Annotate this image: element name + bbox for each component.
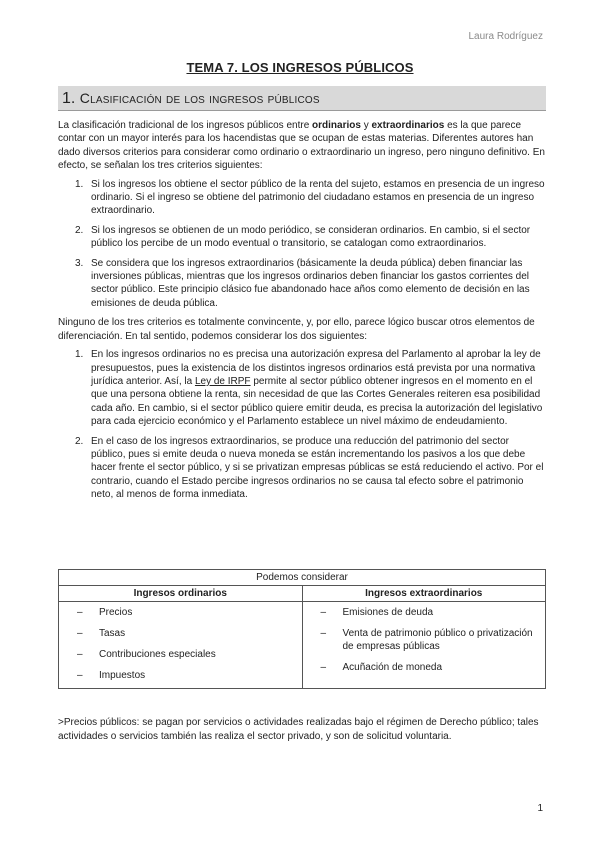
- main-content: [58, 119, 546, 508]
- list-item: 2. En el caso de los ingresos extraordinarios, se produce una reducción del patrimonio del sector público, pues si emite deuda o nueva moneda se están incrementando los pasivos a los que debe hacer frente el sector público, y si se privatizan empresas públicas se está reduciendo el activo. Por el contrario, cuando el Estado percibe ingresos ordinarios no se causa tal efecto sobre el patrimonio neto, al menos de forma inmediata.: [75, 435, 544, 501]
- list-item: – Venta de patrimonio público o privatización de empresas públicas: [320, 628, 533, 652]
- paragraph-2: Ninguno de los tres criterios es totalmente convincente, y, por ello, parece lógico buscar otros elementos de diferenciación. En tal sentido, podemos considerar los dos siguientes:: [58, 317, 535, 342]
- table-header-extraordinarios: Ingresos extraordinarios: [302, 586, 546, 602]
- dash-bullet: –: [77, 670, 83, 681]
- list-item: 1. En los ingresos ordinarios no es precisa una autorización expresa del Parlamento al aprobar la ley de presupuestos, pues la existencia de los distintos ingresos ordinarios está prevista por una normativa jurídica anterior. Así, la Ley de IRPF permite al sector público obtener ingresos en el momento en el que una persona obtiene la renta, sin necesidad de que las Cortes Generales reiteren esa posibilidad cada año. En cambio, si el sector público quiere emitir deuda, es precisa la autorización del legislativo para cada ejercicio económico y el Parlamento establece un nivel máximo de endeudamiento.: [75, 349, 543, 428]
- dash-bullet: –: [77, 649, 83, 660]
- list-item: 1. Si los ingresos los obtiene el sector público de la renta del sujeto, estamos en presencia de un ingreso ordinario. Si el ingreso se obtiene del patrimonio del ciudadano estamos en presencia de un ingreso extraordinario.: [75, 178, 545, 217]
- list-item: – Impuestos: [77, 670, 146, 681]
- list-item: – Contribuciones especiales: [77, 649, 216, 660]
- ley-irpf-link[interactable]: Ley de IRPF: [194, 375, 251, 387]
- differences-list: [58, 348, 546, 501]
- bold-ordinarios: ordinarios: [312, 120, 361, 131]
- criteria-list: [58, 178, 546, 311]
- footnote-precios-publicos: >Precios públicos: se pagan por servicios o actividades realizadas bajo el régimen de Derecho público; tales actividades o servicios también las realiza el sector privado, y son de solicitud voluntaria.: [58, 717, 539, 742]
- income-summary-table: [58, 569, 546, 689]
- list-item: – Precios: [77, 607, 133, 618]
- list-item: – Acuñación de moneda: [320, 662, 443, 673]
- section-number: 1.: [62, 90, 76, 107]
- list-item: 2. Si los ingresos se obtienen de un modo periódico, se consideran ordinarios. En cambio, si el sector público los percibe de un modo eventual o transitorio, se catalogan como extraordinarios.: [75, 224, 531, 250]
- dash-bullet: –: [320, 628, 327, 639]
- page-number: 1: [537, 803, 543, 814]
- list-item: 3. Se considera que los ingresos extraordinarios (básicamente la deuda pública) deben financiar las inversiones públicas, mientras que los ingresos ordinarios deben financiar los gastos corrientes del sector público. Este principio clásico fue abandonado hace años como elemento de decisión en las emisiones de deuda pública.: [75, 257, 530, 309]
- bold-extraordinarios: extraordinarios: [371, 120, 445, 131]
- intro-paragraph: La clasificación tradicional de los ingresos públicos entre ordinarios y extraordinarios es la que parece contar con un mayor interés para los hacendistas que se ocupan de estas materias. Diferentes autores han dado diversos criterios para considerar como ordinario o extraordinario un ingreso, pero ninguno definitivo. En efecto, se señalan los tres criterios siguientes:: [58, 120, 545, 172]
- header-author: Laura Rodríguez: [468, 31, 543, 42]
- dash-bullet: –: [320, 662, 327, 673]
- list-item: – Emisiones de deuda: [320, 607, 434, 618]
- section-heading: [58, 86, 546, 111]
- extraordinary-income-cell: [302, 602, 546, 689]
- table-caption: Podemos considerar: [59, 570, 546, 586]
- dash-bullet: –: [77, 628, 83, 639]
- table-header-ordinarios: Ingresos ordinarios: [59, 586, 303, 602]
- ordinary-income-cell: [59, 602, 303, 689]
- list-item: – Tasas: [77, 628, 126, 639]
- dash-bullet: –: [320, 607, 327, 618]
- document-title: TEMA 7. LOS INGRESOS PÚBLICOS: [186, 60, 414, 75]
- dash-bullet: –: [77, 607, 83, 618]
- section-title: Clasificación de los ingresos públicos: [79, 90, 320, 106]
